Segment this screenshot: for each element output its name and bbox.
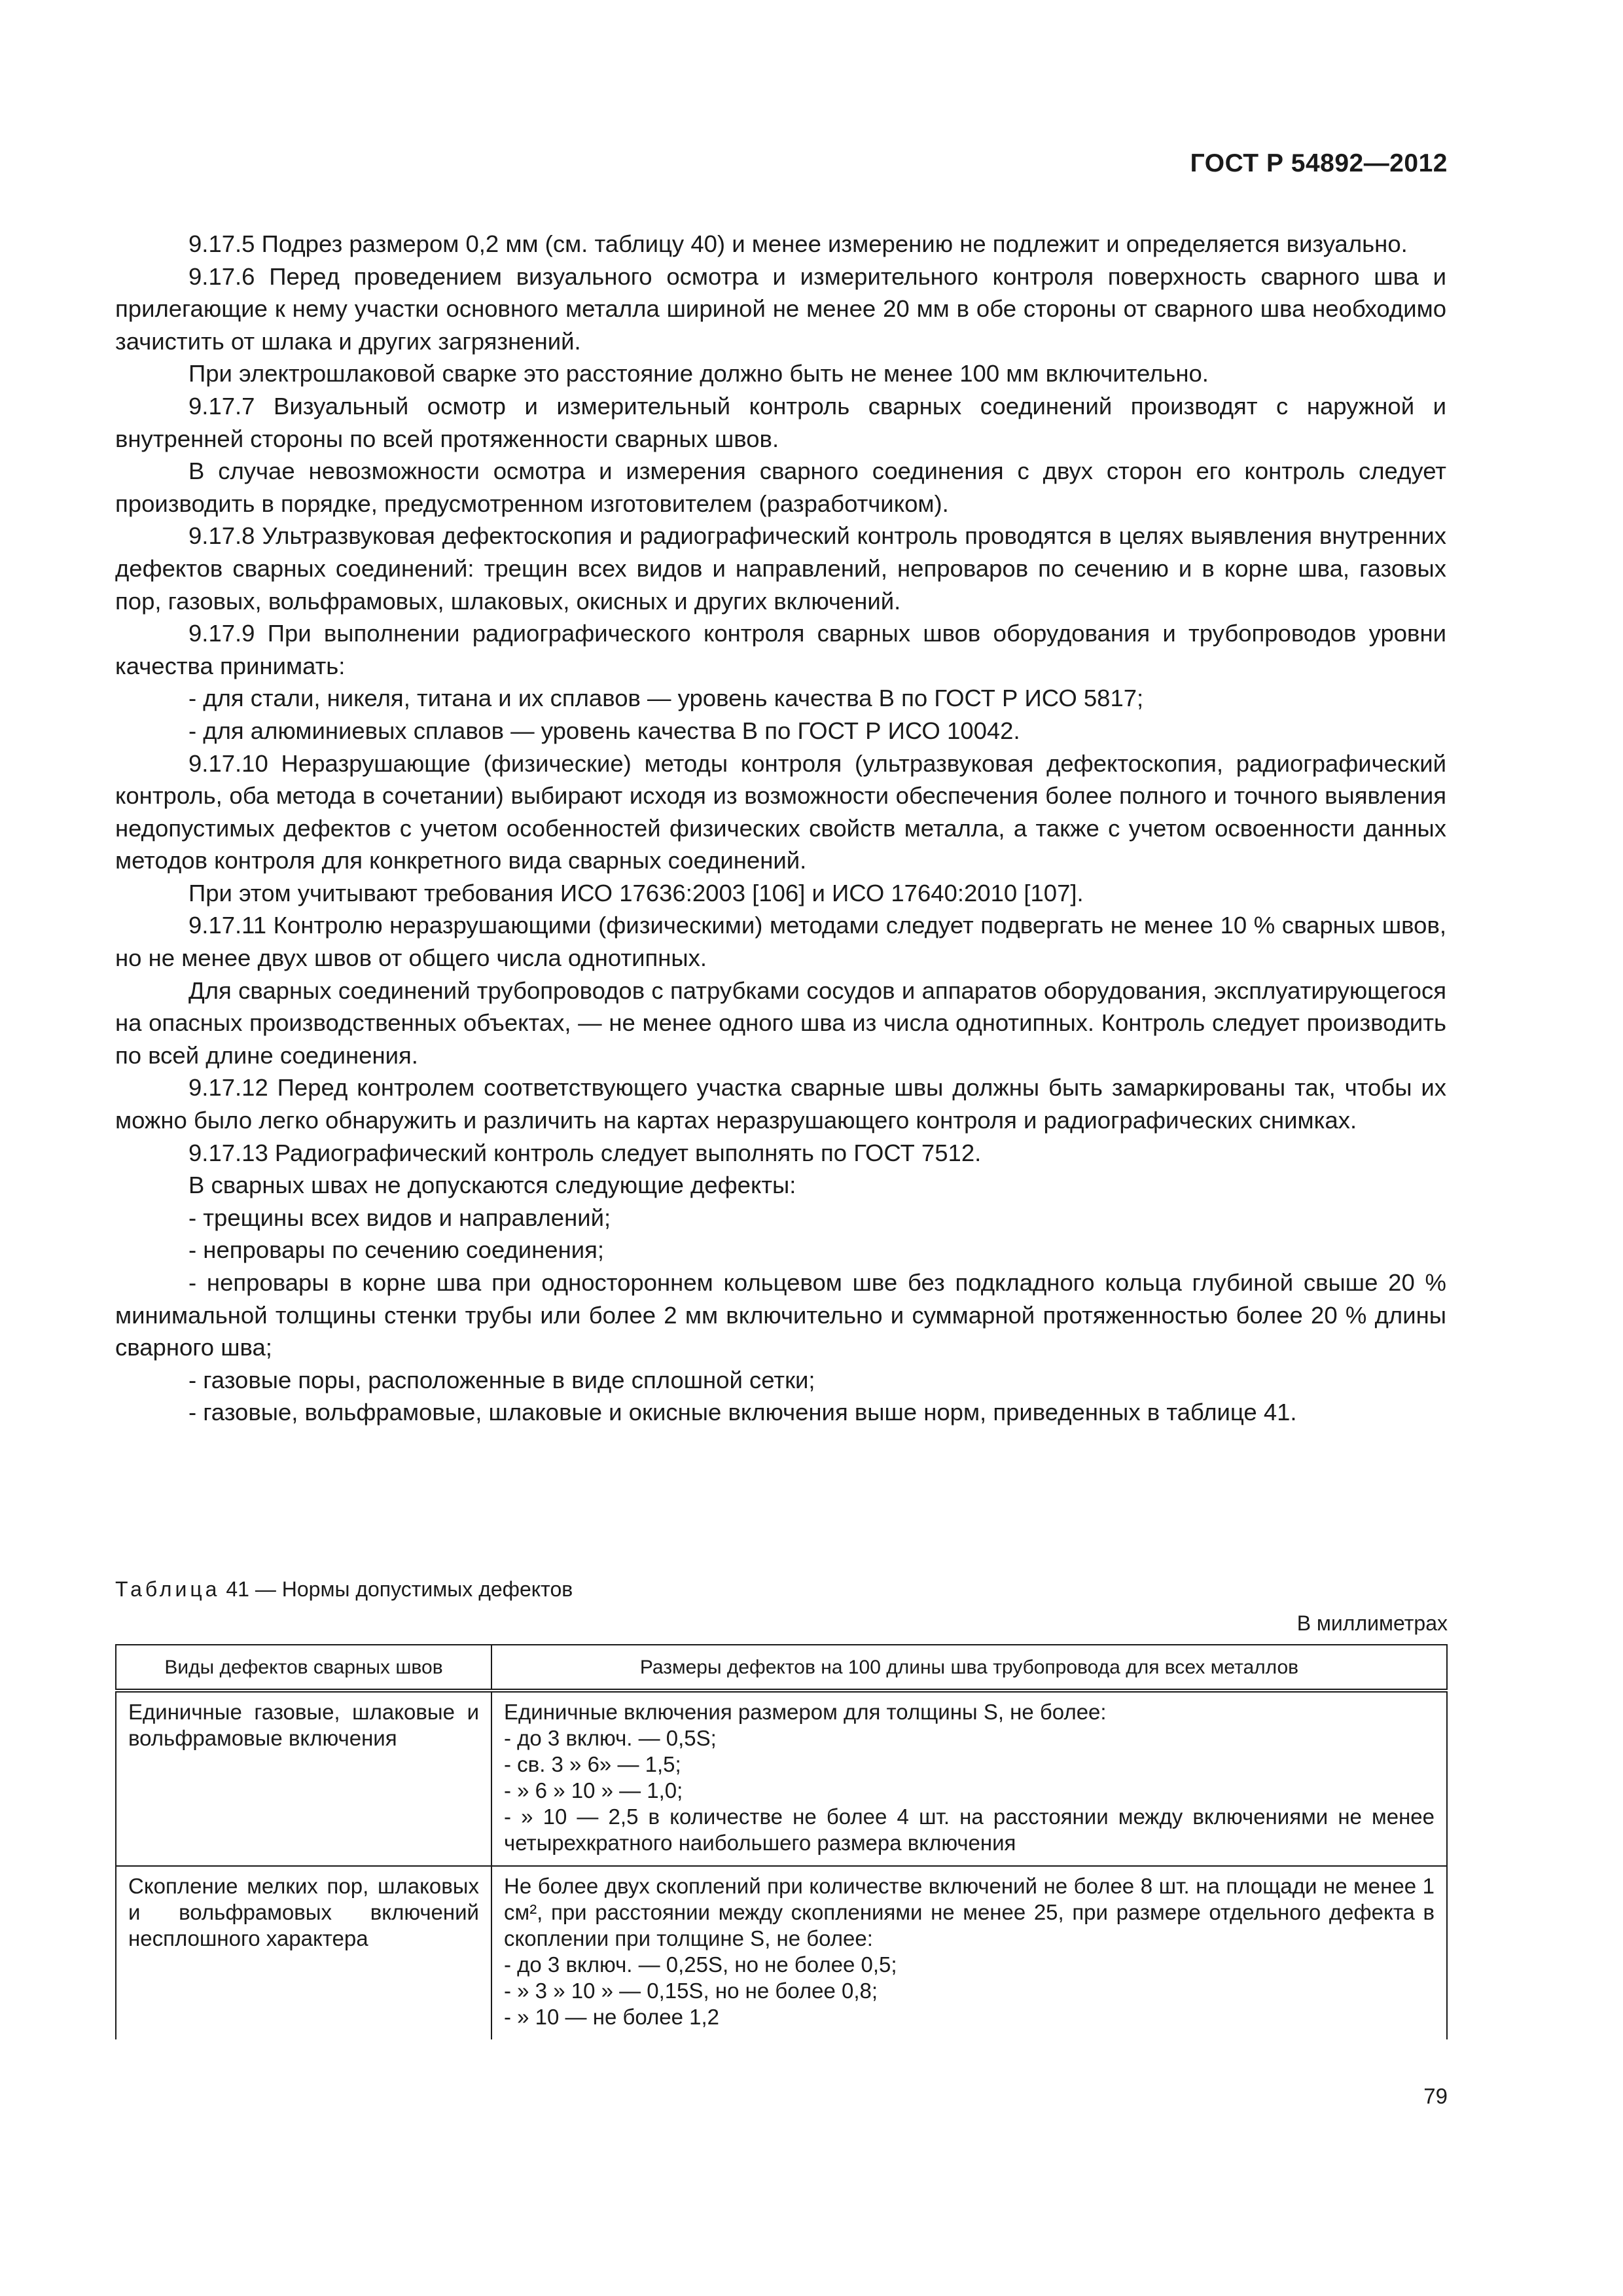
table-caption-title: 41 — Нормы допустимых дефектов (220, 1577, 573, 1601)
table-header-row (116, 1645, 1447, 1691)
list-item: - непровары по сечению соединения; (188, 1236, 605, 1264)
paragraph: 9.17.10 Неразрушающие (физические) методы контроля (ультразвуковая дефектоскопия, радиографический контроль, оба метода в сочетании) выбирают исходя из возможности обеспечения более полного и точного выявления недопустимых дефектов с учетом особенностей физических свойств металла, а также с учетом освоенности данных методов контроля для конкретного вида сварных соединений. (115, 749, 1446, 874)
column-header-defect-kind: Виды дефектов сварных швов (116, 1645, 491, 1691)
page-number: 79 (1423, 2084, 1448, 2108)
defect-size-cell (491, 1691, 1447, 1866)
table-row (116, 1866, 1447, 2039)
defect-size-cell (491, 1866, 1447, 2039)
paragraph: 9.17.11 Контролю неразрушающими (физическими) методами следует подвергать не менее 10 % сварных швов, но не менее двух швов от общего числа однотипных. (115, 912, 1446, 972)
table-row (116, 1691, 1447, 1866)
list-item: - для алюминиевых сплавов — уровень качества B по ГОСТ Р ИСО 10042. (188, 717, 1020, 744)
cell-intro: Не более двух скоплений при количестве включений не более 8 шт. на площади не менее 1 см², при расстоянии между скоплениями не менее 25, при размере отдельного дефекта в скоплении при толщине S, не более: (504, 1874, 1435, 1950)
list-item: - газовые, вольфрамовые, шлаковые и окисные включения выше норм, приведенных в таблице 41. (188, 1399, 1297, 1426)
paragraph: 9.17.9 При выполнении радиографического контроля сварных швов оборудования и трубопроводов уровни качества принимать: (115, 620, 1446, 679)
paragraph: Для сварных соединений трубопроводов с патрубками сосудов и аппаратов оборудования, эксплуатирующегося на опасных производственных объектах, — не менее одного шва из числа однотипных. Контроль следует производить по всей длине соединения. (115, 977, 1446, 1069)
paragraph: 9.17.6 Перед проведением визуального осмотра и измерительного контроля поверхность сварного шва и прилегающие к нему участки основного металла шириной не менее 20 мм в обе стороны от сварного шва необходимо зачистить от шлака и других загрязнений. (115, 262, 1446, 355)
cell-item: - » 3 » 10 » — 0,15S, но не более 0,8; (504, 1979, 878, 2003)
paragraph: В сварных швах не допускаются следующие дефекты: (188, 1172, 796, 1199)
paragraph: 9.17.5 Подрез размером 0,2 мм (см. таблицу 40) и менее измерению не подлежит и определяется визуально. (188, 230, 1408, 257)
table-units: В миллиметрах (1296, 1611, 1448, 1635)
paragraph: В случае невозможности осмотра и измерения сварного соединения с двух сторон его контроль следует производить в порядке, предусмотренном изготовителем (разработчиком). (115, 457, 1446, 517)
paragraph: 9.17.12 Перед контролем соответствующего участка сварные швы должны быть замаркированы так, чтобы их можно было легко обнаружить и различить на картах неразрушающего контроля и радиографических снимках. (115, 1074, 1446, 1134)
cell-item: - до 3 включ. — 0,25S, но не более 0,5; (504, 1952, 897, 1977)
paragraph: 9.17.13 Радиографический контроль следует выполнять по ГОСТ 7512. (188, 1139, 982, 1166)
cell-item: - » 6 » 10 » — 1,0; (504, 1778, 683, 1803)
table-caption (115, 1576, 573, 1602)
cell-item: - » 10 — 2,5 в количестве не более 4 шт. на расстоянии между включениями не менее четырехкратного наибольшего размера включения (504, 1804, 1435, 1855)
list-item: - непровары в корне шва при одностороннем кольцевом шве без подкладного кольца глубиной свыше 20 % минимальной толщины стенки трубы или более 2 мм включительно и суммарной протяженностью более 20 % длины сварного шва; (115, 1269, 1446, 1361)
document-header: ГОСТ Р 54892—2012 (1190, 149, 1448, 177)
cell-intro: Единичные включения размером для толщины S, не более: (504, 1700, 1107, 1724)
defects-table (115, 1644, 1448, 2039)
defect-kind-cell: Скопление мелких пор, шлаковых и вольфрамовых включений несплошного характера (116, 1866, 491, 2039)
paragraph: При электрошлаковой сварке это расстояние должно быть не менее 100 мм включительно. (188, 360, 1209, 387)
paragraph: 9.17.7 Визуальный осмотр и измерительный контроль сварных соединений производят с наружной и внутренней стороны по всей протяженности сварных швов. (115, 392, 1446, 452)
column-header-defect-size: Размеры дефектов на 100 длины шва трубопровода для всех металлов (491, 1645, 1447, 1691)
cell-item: - » 10 — не более 1,2 (504, 2005, 720, 2029)
table-caption-label: Таблица (115, 1577, 221, 1601)
paragraph: При этом учитывают требования ИСО 17636:2003 [106] и ИСО 17640:2010 [107]. (188, 879, 1084, 906)
body-text (115, 228, 1446, 1429)
cell-item: - св. 3 » 6» — 1,5; (504, 1752, 681, 1776)
list-item: - для стали, никеля, титана и их сплавов — уровень качества B по ГОСТ Р ИСО 5817; (188, 685, 1144, 712)
list-item: - трещины всех видов и направлений; (188, 1204, 611, 1231)
cell-item: - до 3 включ. — 0,5S; (504, 1726, 717, 1750)
paragraph: 9.17.8 Ультразвуковая дефектоскопия и радиографический контроль проводятся в целях выявления внутренних дефектов сварных соединений: трещин всех видов и направлений, непроваров по сечению и в корне шва, газовых пор, газовых, вольфрамовых, шлаковых, окисных и других включений. (115, 522, 1446, 615)
defect-kind-cell: Единичные газовые, шлаковые и вольфрамовые включения (116, 1691, 491, 1866)
list-item: - газовые поры, расположенные в виде сплошной сетки; (188, 1366, 815, 1393)
